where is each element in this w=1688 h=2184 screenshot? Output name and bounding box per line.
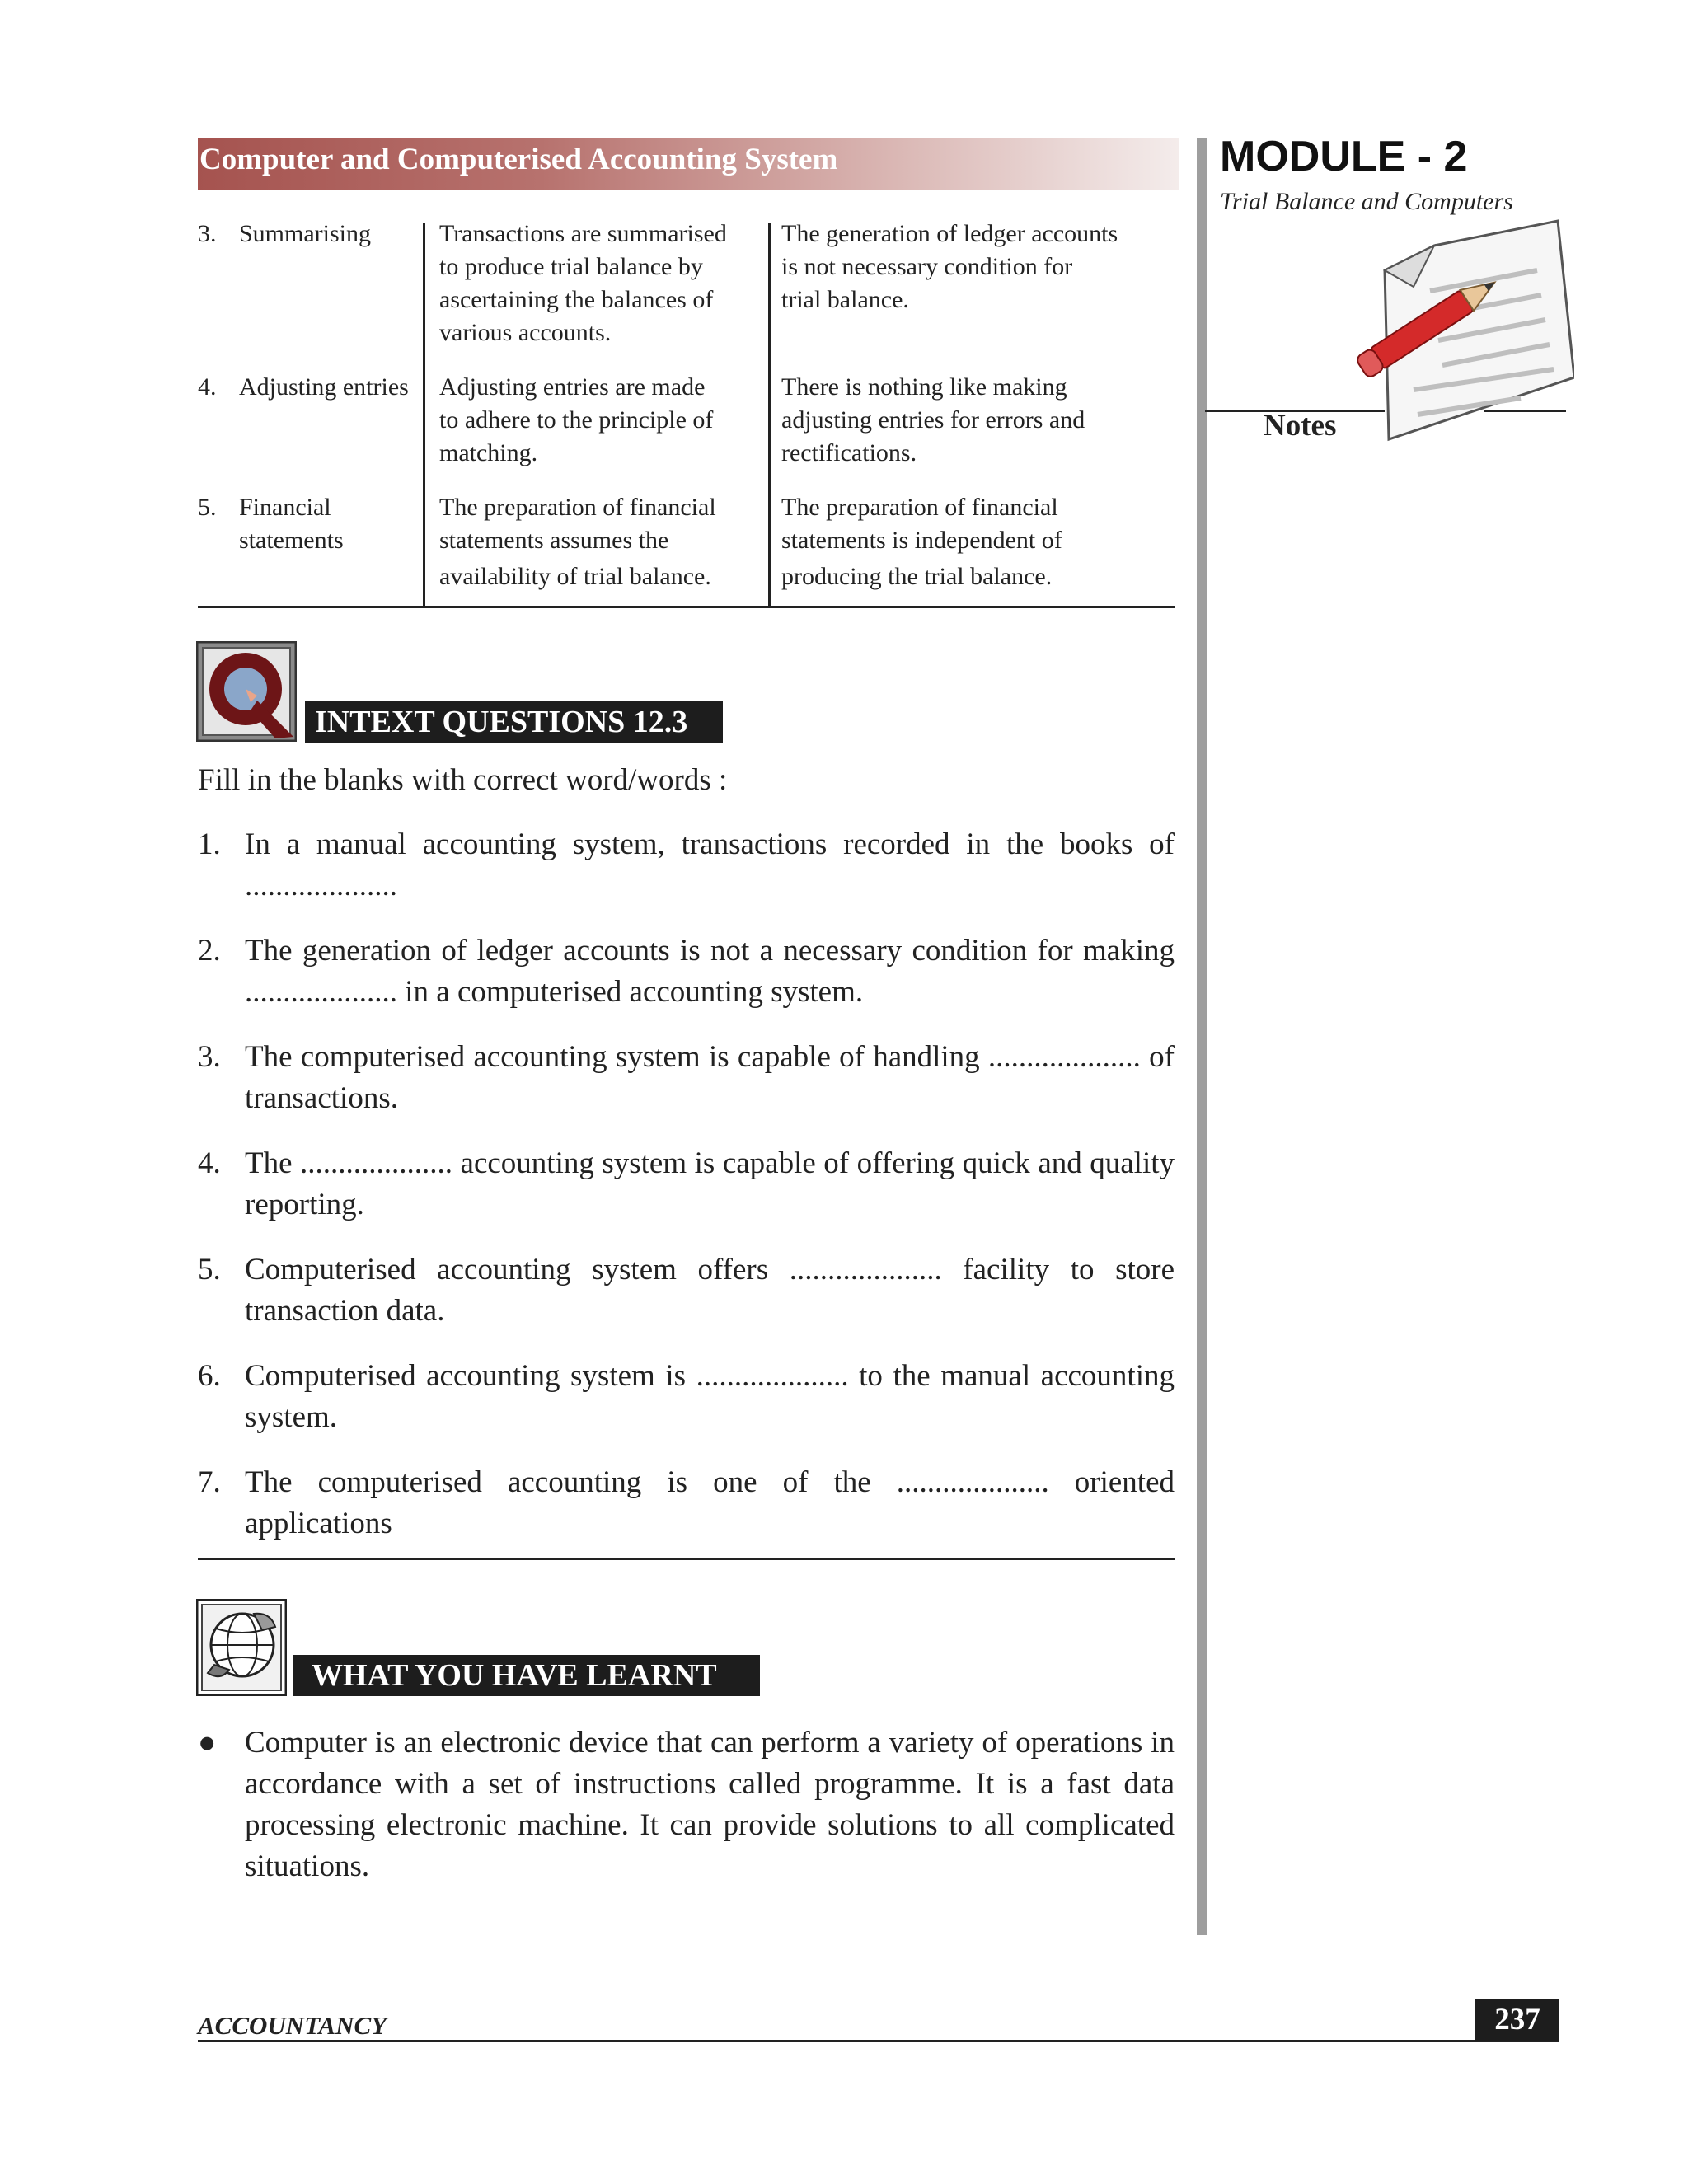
notes-label: Notes	[1264, 409, 1337, 443]
table-row	[198, 218, 1175, 371]
row-number: 4.	[198, 373, 217, 401]
question-q-icon	[196, 641, 297, 742]
page-number: 237	[1475, 1999, 1559, 2041]
footer-subject: ACCOUNTANCY	[198, 2011, 387, 2040]
intext-questions-heading: INTEXT QUESTIONS 12.3	[305, 701, 723, 743]
bullet-icon: ●	[198, 1726, 217, 1760]
manual-system-cell: Transactions are summarised to produce trial balance by ascertaining the balances of various accounts.	[439, 220, 727, 346]
section-divider	[198, 1558, 1175, 1560]
module-subtitle: Trial Balance and Computers	[1220, 188, 1513, 215]
module-label: MODULE - 2	[1220, 133, 1468, 180]
list-item: 4. The .................... accounting system is capable of offering quick and quality reporting.	[198, 1146, 1175, 1221]
table-row	[198, 491, 1175, 598]
instructions-text: Fill in the blanks with correct word/words :	[198, 763, 728, 797]
list-item: 3. The computerised accounting system is capable of handling .................... of transactions.	[198, 1040, 1175, 1115]
globe-learning-icon	[196, 1599, 287, 1696]
list-item: 7. The computerised accounting is one of the .................... oriented applications	[198, 1465, 1175, 1540]
table-row	[198, 371, 1175, 491]
table-bottom-rule	[198, 606, 1175, 608]
margin-divider	[1197, 138, 1207, 1935]
footer-rule	[198, 2040, 1559, 2042]
computerised-system-cell: The generation of ledger accounts is not necessary condition for trial balance.	[781, 220, 1118, 313]
list-item: 5. Computerised accounting system offers .................... facility to store transaction data.	[198, 1253, 1175, 1328]
comparison-table	[198, 218, 1175, 598]
list-item: 6. Computerised accounting system is .................... to the manual accounting system.	[198, 1359, 1175, 1434]
list-item: 2. The generation of ledger accounts is not a necessary condition for making .................... in a computerised accounting system.	[198, 934, 1175, 1009]
learnt-point: Computer is an electronic device that can perform a variety of operations in accordance with a set of instructions called programme. It is a fast data processing electronic machine. It can provide solutions to all complicated situations.	[245, 1726, 1175, 1883]
row-label: Summarising	[239, 220, 372, 247]
manual-system-cell: Adjusting entries are made to adhere to the principle of matching.	[439, 373, 714, 466]
list-item: 1. In a manual accounting system, transactions recorded in the books of ....................	[198, 827, 1175, 902]
chapter-title: Computer and Computerised Accounting System	[199, 143, 838, 176]
computerised-system-cell: There is nothing like making adjusting entries for errors and rectifications.	[781, 373, 1085, 466]
row-label: Adjusting entries	[239, 373, 409, 401]
computerised-system-cell: The preparation of financial statements is independent of producing the trial balance.	[781, 494, 1062, 590]
row-number: 3.	[198, 220, 217, 247]
row-label: Financial statements	[239, 494, 344, 554]
notes-pencil-icon	[1352, 213, 1574, 448]
question-list	[198, 824, 1175, 1568]
what-you-have-learnt-heading: WHAT YOU HAVE LEARNT	[293, 1655, 760, 1696]
row-number: 5.	[198, 494, 217, 521]
notes-rule-right	[1484, 410, 1566, 412]
list-item	[198, 1722, 1175, 1887]
manual-system-cell: The preparation of financial statements assumes the availability of trial balance.	[439, 494, 716, 590]
